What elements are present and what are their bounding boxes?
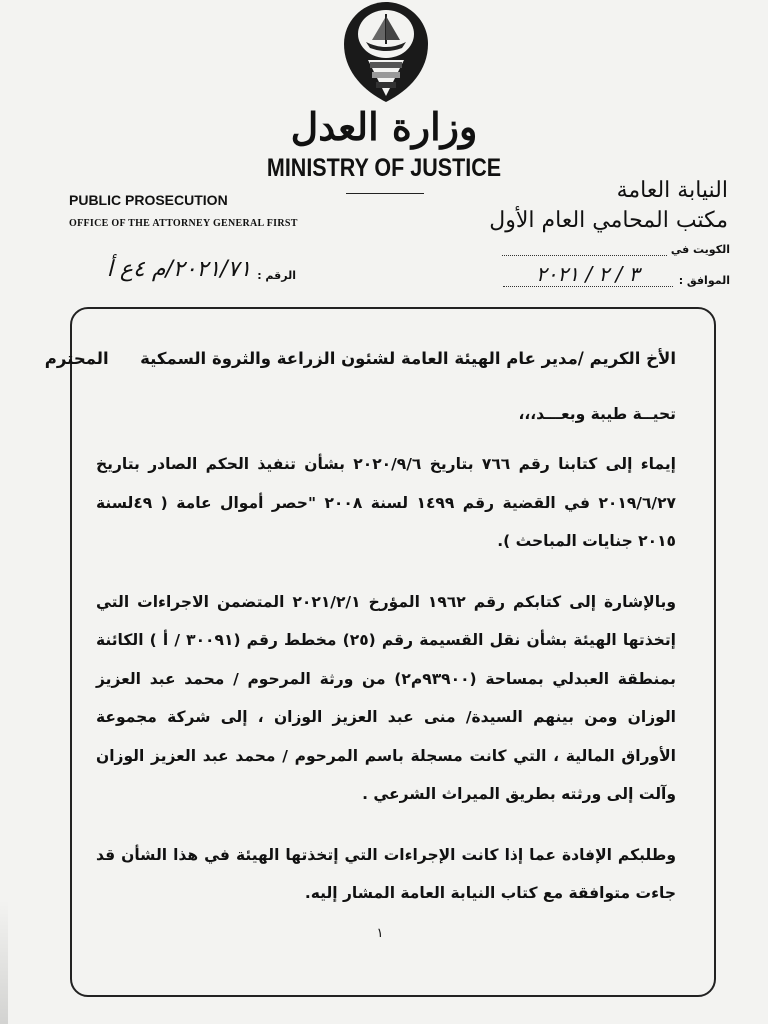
ministry-title-arabic: وزارة العدل	[290, 104, 478, 149]
ministry-title-english: MINISTRY OF JUSTICE	[266, 154, 502, 182]
kuwait-date-blank	[502, 245, 667, 256]
reference-line	[56, 257, 296, 282]
title-divider	[346, 193, 424, 194]
office-label: OFFICE OF THE ATTORNEY GENERAL FIRST	[69, 218, 298, 229]
reference-label: الرقم :	[257, 269, 296, 282]
paragraph-3: وطلبكم الإفادة عما إذا كانت الإجراءات التي إتخذتها الهيئة في هذا الشأن قد جاءت متوافقة مع كتاب النيابة العامة المشار إليه.	[96, 845, 676, 902]
paragraph-1: إيماء إلى كتابنا رقم ٧٦٦ بتاريخ ٢٠٢٠/٩/٦ بشأن تنفيذ الحكم الصادر بتاريخ ٢٠١٩/٦/٢٧ في القضية رقم ١٤٩٩ لسنة ٢٠٠٨ "حصر أموال عامة ( ٤٩لسنة ٢٠١٥ جنايات المباحث ).	[96, 455, 676, 550]
kuwait-label: الكويت في	[670, 243, 730, 256]
department-arabic	[489, 176, 728, 236]
kuwait-coat-of-arms-icon	[336, 0, 436, 104]
page-edge-shadow	[0, 900, 8, 1024]
reference-value: ٢٠٢١/٧١/م ٤ع أ	[106, 257, 252, 282]
greeting: تحيــة طيبة وبعـــد،،،	[518, 404, 676, 423]
office-arabic: مكتب المحامي العام الأول	[489, 208, 728, 233]
paragraph-2: وبالإشارة إلى كتابكم رقم ١٩٦٢ المؤرخ ٢٠٢١/٢/١ المتضمن الاجراءات التي إتخذتها الهيئة بشأن نقل القسيمة رقم (٢٥) مخطط رقم (٣٠٠٩١ / أ ) الكائنة بمنطقة العبدلي بمساحة (٩٣٩٠٠م٢) من ورثة المرحوم / محمد عبد العزيز الوزان ومن بينهم السيدة/ منى عبد العزيز الوزان ، إلى شركة مجموعة الأوراق المالية ، التي كانت مسجلة باسم المرحوم / محمد عبد العزيز الوزان وآلت إلى ورثته بطريق الميراث الشرعي .	[96, 592, 676, 803]
salutation-honorific: المحترم	[44, 349, 109, 368]
salutation-recipient: الأخ الكريم /مدير عام الهيئة العامة لشئون الزراعة والثروة السمكية	[140, 349, 676, 368]
date-value: ٣ / ٢ / ٢٠٢١	[503, 262, 673, 287]
gregorian-date-line	[503, 262, 730, 287]
letter-body	[44, 340, 676, 935]
public-prosecution-arabic: النيابة العامة	[616, 178, 728, 203]
date-label: الموافق :	[678, 274, 730, 287]
page-number: ١	[376, 926, 384, 941]
public-prosecution-label: PUBLIC PROSECUTION	[69, 192, 228, 208]
kuwait-date-line	[502, 243, 730, 256]
salutation	[44, 340, 676, 379]
